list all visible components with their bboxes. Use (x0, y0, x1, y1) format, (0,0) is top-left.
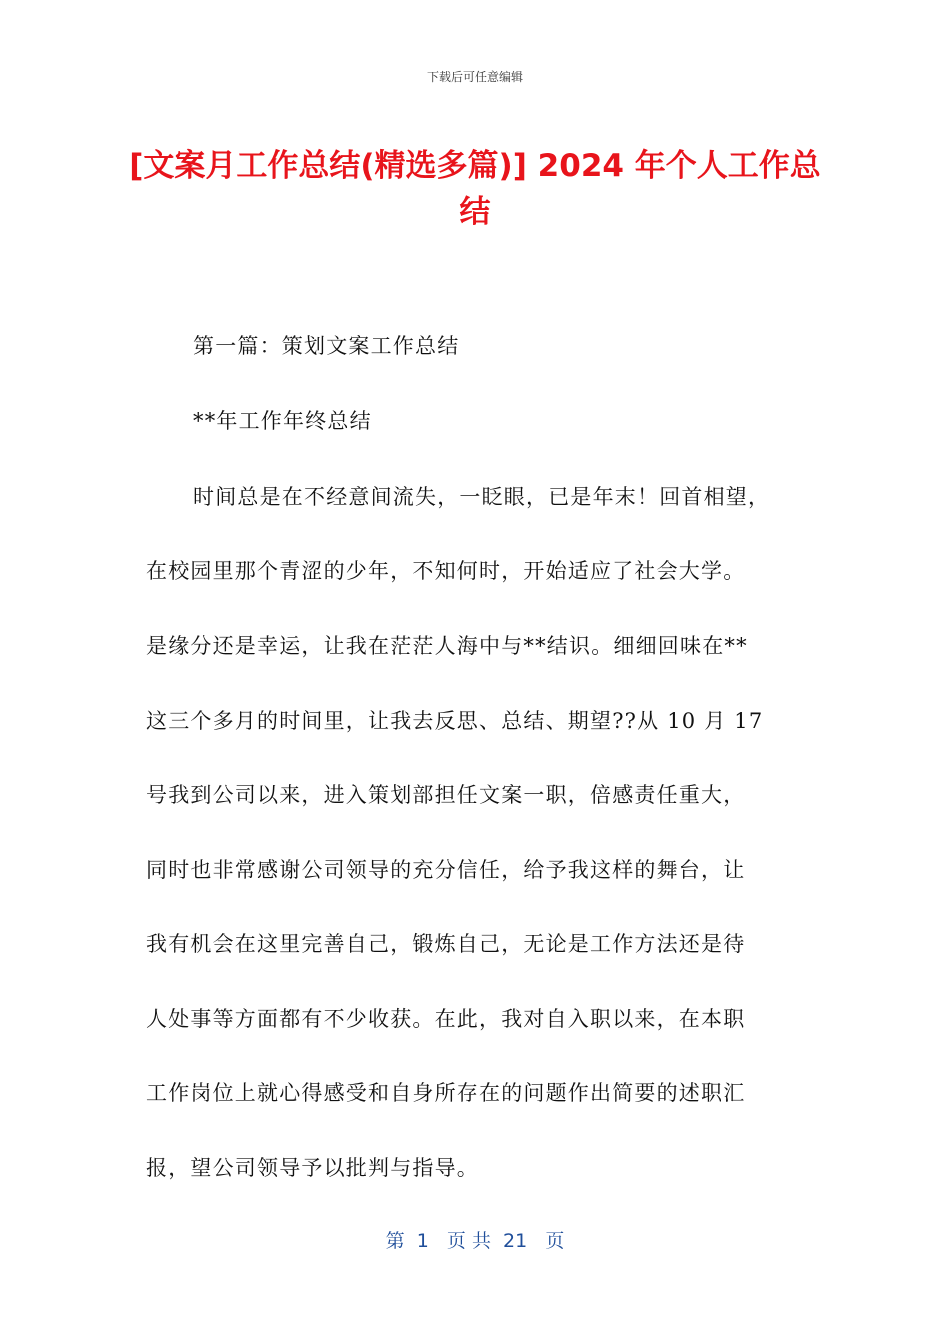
paragraph-line: 同时也非常感谢公司领导的充分信任，给予我这样的舞台，让 (146, 858, 746, 882)
paragraph-line: 号我到公司以来，进入策划部担任文案一职，倍感责任重大， (146, 783, 746, 807)
paragraph-line: 是缘分还是幸运，让我在茫茫人海中与**结识。细细回味在** (146, 634, 748, 658)
paragraph-line: 人处事等方面都有不少收获。在此，我对自入职以来，在本职 (146, 1007, 746, 1031)
paragraph-line: 工作岗位上就心得感受和自身所存在的问题作出简要的述职汇 (146, 1081, 746, 1105)
paragraph-line: 我有机会在这里完善自己，锻炼自己，无论是工作方法还是待 (146, 932, 746, 956)
page-number-footer: 第 1 页 共 21 页 (385, 1230, 565, 1252)
subheading: 第一篇：策划文案工作总结 (193, 334, 460, 358)
header-note: 下载后可任意编辑 (426, 70, 523, 84)
paragraph-line: 在校园里那个青涩的少年，不知何时，开始适应了社会大学。 (146, 559, 746, 583)
paragraph-line: 报，望公司领导予以批判与指导。 (146, 1156, 479, 1180)
document-title: [文案月工作总结(精选多篇)] 2024 年个人工作总结 (129, 148, 821, 230)
paragraph-line: 这三个多月的时间里，让我去反思、总结、期望??从 10 月 17 (146, 709, 764, 733)
year-heading: **年工作年终总结 (193, 409, 372, 433)
paragraph-line: 时间总是在不经意间流失，一眨眼，已是年末！回首相望， (193, 485, 771, 509)
